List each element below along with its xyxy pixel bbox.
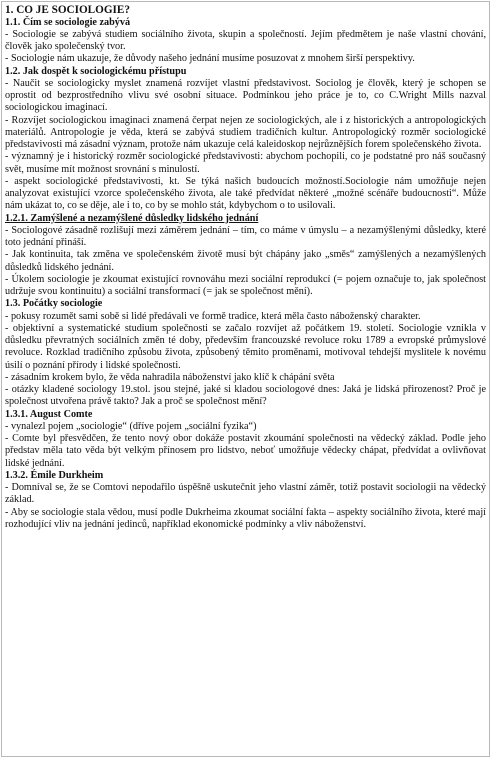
paragraph: - Sociologové zásadně rozlišují mezi záměrem jednání – tím, co máme v úmyslu – a nezamýšlenými důsledky, které toto jednání přináší. xyxy=(5,224,486,249)
subsection-heading: 1.2.1. Zamýšlené a nezamýšlené důsledky lidského jednání xyxy=(5,212,259,224)
chapter-heading: 1. CO JE SOCIOLOGIE? xyxy=(5,4,130,16)
paragraph: - Aby se sociologie stala vědou, musí podle Dukrheima zkoumat sociální fakta – aspekty sociálního života, které mají rozhodující vliv na jednání jedinců, například ekonomické podmínky a vliv náboženství. xyxy=(5,506,486,530)
paragraph: - aspekt sociologické představivosti, kt. Se týká našich budoucích možností.Sociologie nám umožňuje nejen analyzovat existující vzorce společenského života, ale také předvídat některé „možné scénáře budoucnosti“. Může nám ukázat to, co se děje, ale i to, co by se mohlo stát, kdybychom o to usilovali. xyxy=(5,175,486,212)
paragraph: - objektivní a systematické studium společnosti se začalo rozvíjet až počátkem 19. století. Sociologie vznikla v důsledku převratných sociálních změn té doby, především francouzské revoluce roku 1789 a evropské průmyslové revoluce. Rozklad tradičního způsobu života, způsobený těmito proměnami, motivoval tehdejší myslitele k novému úsilí o poznání přírody i lidské společnosti. xyxy=(5,322,486,371)
paragraph: - Sociologie nám ukazuje, že důvody našeho jednání musíme posuzovat z mnohem širší perspektivy. xyxy=(5,53,415,65)
paragraph: - Úkolem sociologie je zkoumat existující rovnováhu mezi sociální reprodukcí (= pojem označuje to, jak společnost udržuje svou kontinuitu) a sociální transformací (= jak se společnost mění). xyxy=(5,273,486,298)
section-heading: 1.1. Čím se sociologie zabývá xyxy=(5,16,131,28)
paragraph: - Rozvíjet sociologickou imaginaci znamená čerpat nejen ze sociologických, ale i z historických a antropologických materiálů. Antropologie je věda, která se zabývá studiem tradičních kultur. Antropologický rozměr sociologické představivosti má zásadní význam, protože nám ukazuje celá kaleidoskop nejrůznějších forem společenského života. xyxy=(5,114,486,151)
section-heading: 1.2. Jak dospět k sociologickému přístupu xyxy=(5,65,187,77)
subsection-heading: 1.3.2. Émile Durkheim xyxy=(5,469,104,481)
paragraph: - Domníval se, že se Comtovi nepodařilo úspěšně uskutečnit jeho vlastní záměr, totiž postavit sociologii na vědecký základ. xyxy=(5,482,486,506)
section-heading: 1.3. Počátky sociologie xyxy=(5,298,103,310)
paragraph: - Jak kontinuita, tak změna ve společenském životě musí být chápány jako „směs“ zamýšlených a nezamýšlených důsledků lidského jednání. xyxy=(5,249,486,273)
paragraph: - otázky kladené sociology 19.stol. jsou stejné, jaké si kladou sociologové dnes: Jaká je lidská přirozenost? Proč je společnost utvořena právě takto? Jak a proč se společnost mění? xyxy=(5,384,486,408)
paragraph: - významný je i historický rozměr sociologické představivosti: abychom pochopili, co je podstatné pro náš současný svět, musíme mít možnost srovnání s minulostí. xyxy=(5,151,486,175)
paragraph: - Sociologie se zabývá studiem sociálního života, skupin a společností. Jejím předmětem je naše vlastní chování, člověk jako společenský tvor. xyxy=(5,28,486,53)
paragraph: - Naučit se sociologicky myslet znamená rozvíjet vlastní představivost. Sociolog je člověk, který je schopen se oprostit od bezprostředního vlivu své osobní situace. Podmínkou jeho práce je to, co C.Wright Mills nazval sociologickou imaginací. xyxy=(5,77,486,114)
subsection-heading: 1.3.1. August Comte xyxy=(5,408,93,420)
paragraph: - zásadním krokem bylo, že věda nahradila náboženství jako klíč k chápání světa xyxy=(5,371,335,383)
paragraph: - Comte byl přesvědčen, že tento nový obor dokáže postavit zkoumání společnosti na vědecký základ. Podle jeho představ měla tato věda být velkým přínosem pro lidstvo, neboť umožňuje vědecky chápat, předvídat a ovlivňovat lidské jednání. xyxy=(5,433,486,469)
paragraph: - pokusy rozumět sami sobě si lidé předávali ve formě tradice, která měla často náboženský charakter. xyxy=(5,310,421,322)
document-page xyxy=(1,1,490,757)
paragraph: - vynalezl pojem „sociologie“ (dříve pojem „sociální fyzika“) xyxy=(5,420,257,432)
